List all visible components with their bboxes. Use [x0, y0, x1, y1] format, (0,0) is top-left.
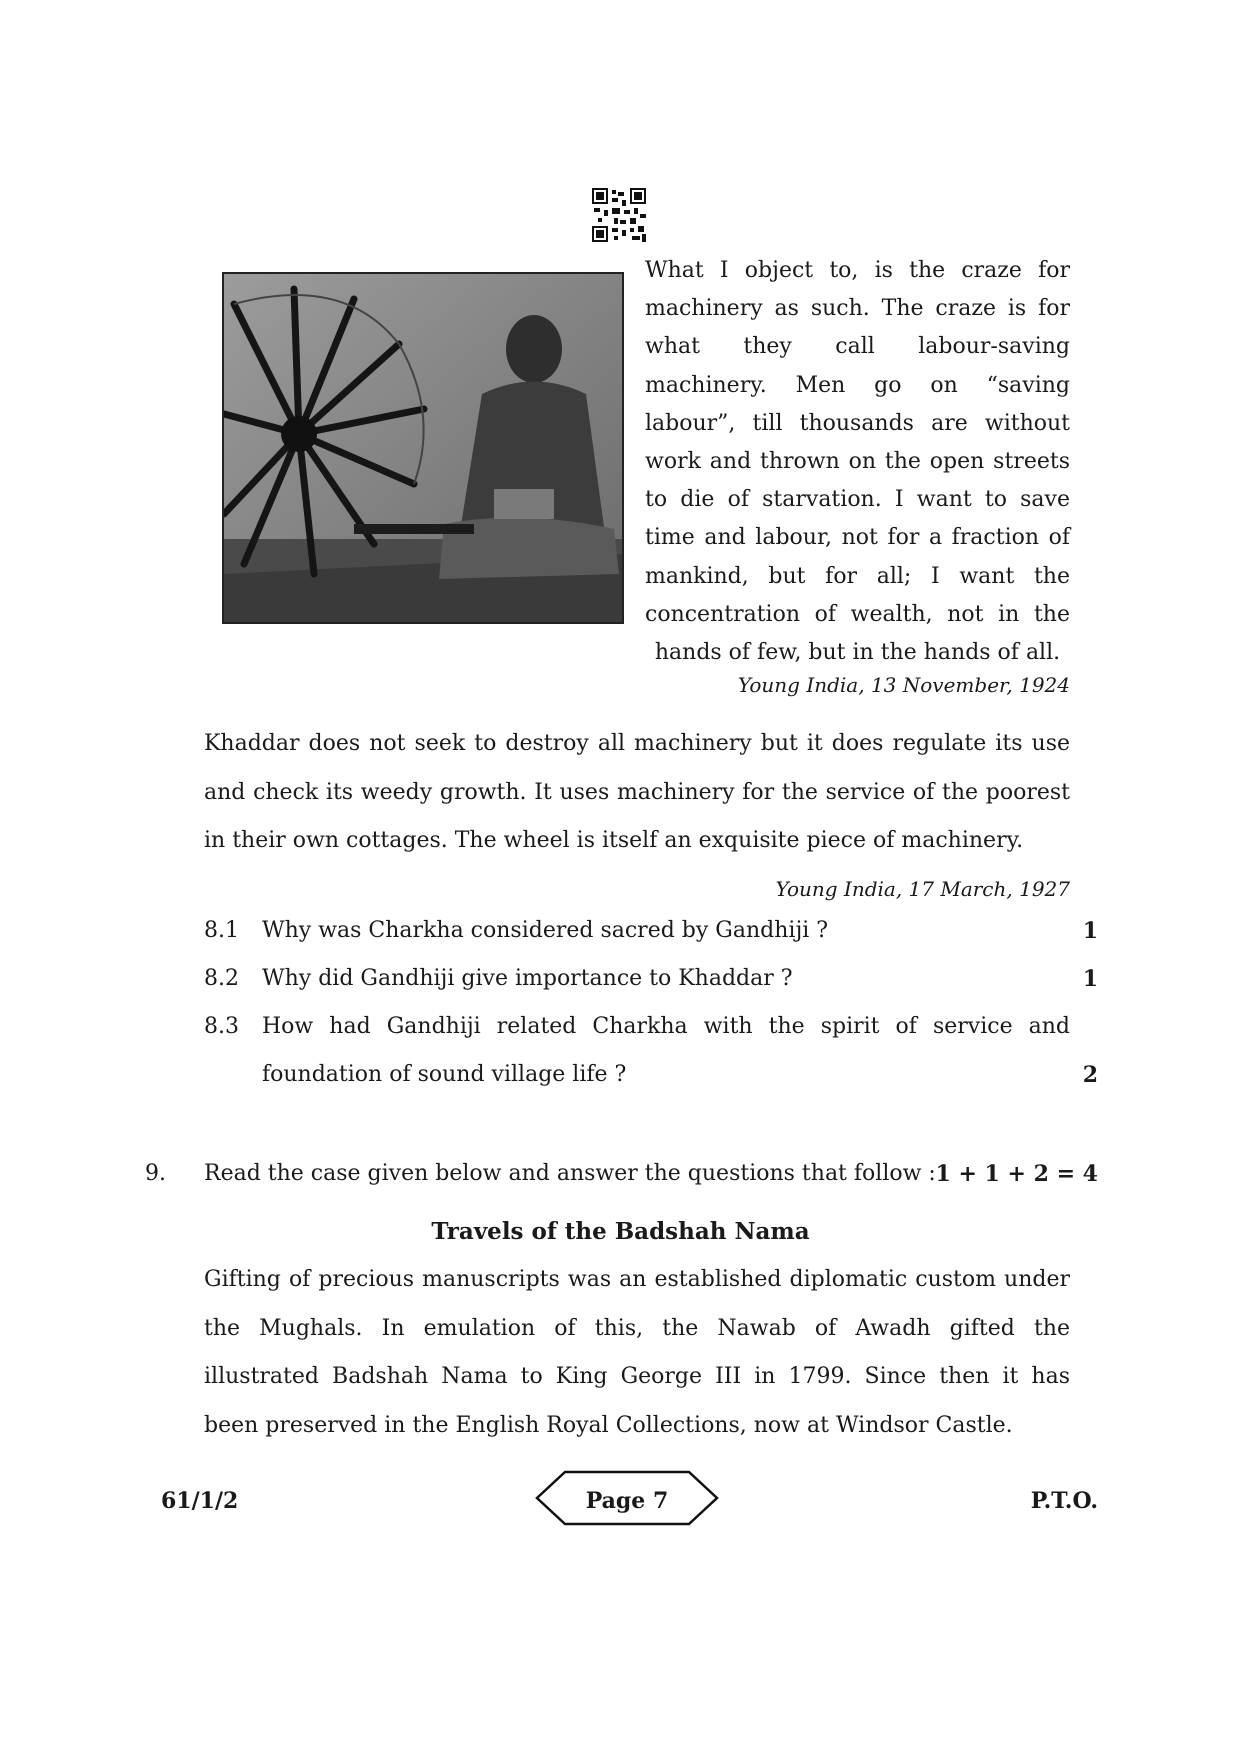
paragraph-line: been preserved in the English Royal Collections, now at Windsor Castle. — [204, 1412, 1013, 1438]
pto-label: P.T.O. — [1030, 1488, 1098, 1514]
page-number: Page 7 — [585, 1488, 669, 1514]
question-number: 9. — [145, 1161, 166, 1186]
question-number: 8.2 — [204, 966, 239, 991]
quote-line: to die of starvation. I want to save — [645, 487, 1070, 513]
qr-code-icon — [592, 188, 646, 242]
question-marks: 1 — [1082, 918, 1098, 944]
question-text: Why was Charkha considered sacred by Gandhiji ? — [262, 918, 829, 943]
question-marks: 1 — [1082, 966, 1098, 992]
question-text: Why did Gandhiji give importance to Khaddar ? — [262, 966, 793, 991]
badshah-nama-paragraph — [204, 1256, 1070, 1450]
paragraph-line: Gifting of precious manuscripts was an established diplomatic custom under — [204, 1267, 1070, 1292]
paragraph-line: in their own cottages. The wheel is itself an exquisite piece of machinery. — [204, 828, 1024, 853]
question-number: 8.3 — [204, 1014, 239, 1039]
quote-citation: Young India, 13 November, 1924 — [737, 673, 1070, 697]
khaddar-citation: Young India, 17 March, 1927 — [775, 877, 1070, 901]
quote-line: time and labour, not for a fraction of — [645, 525, 1070, 551]
question-text: foundation of sound village life ? — [262, 1062, 627, 1087]
paragraph-line: Khaddar does not seek to destroy all machinery but it does regulate its use — [204, 731, 1070, 756]
question-marks: 1 + 1 + 2 = 4 — [935, 1161, 1098, 1187]
paragraph-line: and check its weedy growth. It uses machinery for the service of the poorest — [204, 779, 1070, 805]
quote-line: labour”, till thousands are without — [645, 410, 1070, 436]
gandhi-quote — [645, 252, 1070, 672]
paragraph-line: illustrated Badshah Nama to King George III in 1799. Since then it has — [204, 1364, 1070, 1389]
question-text: How had Gandhiji related Charkha with the spirit of service and — [262, 1014, 1070, 1039]
quote-line: What I object to, is the craze for — [645, 258, 1070, 283]
case-title: Travels of the Badshah Nama — [431, 1218, 810, 1245]
question-marks: 2 — [1082, 1062, 1098, 1088]
quote-line: mankind, but for all; I want the — [645, 563, 1070, 589]
quote-line: what they call labour-saving — [645, 334, 1070, 360]
quote-line: work and thrown on the open streets — [645, 449, 1070, 475]
question-text: Read the case given below and answer the questions that follow : — [204, 1161, 936, 1186]
question-number: 8.1 — [204, 918, 239, 943]
paper-code: 61/1/2 — [161, 1488, 239, 1514]
quote-line: concentration of wealth, not in the — [645, 601, 1070, 627]
khaddar-paragraph — [204, 720, 1070, 866]
quote-line: hands of few, but in the hands of all. — [654, 640, 1061, 666]
quote-line: machinery as such. The craze is for — [645, 296, 1070, 322]
paragraph-line: the Mughals. In emulation of this, the Nawab of Awadh gifted the — [204, 1315, 1070, 1341]
gandhi-charkha-photo — [222, 272, 624, 624]
quote-line: machinery. Men go on “saving — [645, 372, 1070, 398]
